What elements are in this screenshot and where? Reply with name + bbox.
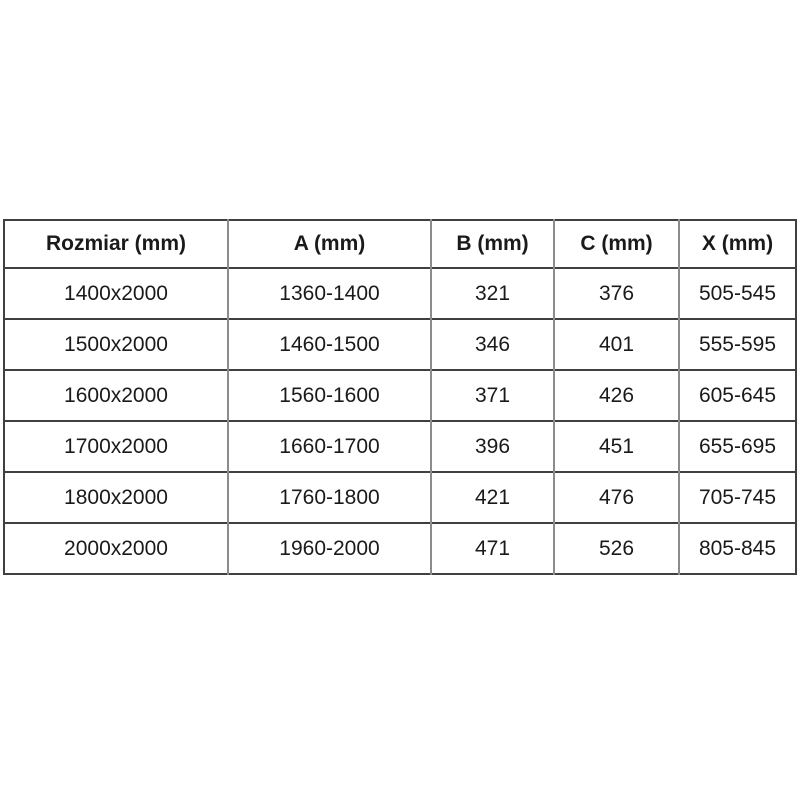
table-cell: 505-545 — [679, 268, 796, 319]
table-cell: 1360-1400 — [228, 268, 431, 319]
table-row — [4, 472, 796, 523]
table-cell: 421 — [431, 472, 554, 523]
table-cell: 376 — [554, 268, 679, 319]
table-cell: 655-695 — [679, 421, 796, 472]
table-cell: 805-845 — [679, 523, 796, 574]
column-header-x: X (mm) — [679, 220, 796, 268]
table-cell: 1700x2000 — [64, 434, 168, 458]
table-cell: 555-595 — [679, 319, 796, 370]
table-cell: 471 — [431, 523, 554, 574]
table-cell: 476 — [554, 472, 679, 523]
table-cell: 1500x2000 — [64, 332, 168, 356]
table-cell: 1400x2000 — [64, 281, 168, 305]
column-header-rozmiar: Rozmiar (mm) — [45, 232, 187, 255]
table-cell: 451 — [554, 421, 679, 472]
table-cell: 321 — [431, 268, 554, 319]
table-row — [4, 370, 796, 421]
table-cell: 526 — [554, 523, 679, 574]
table-cell: 705-745 — [679, 472, 796, 523]
table-cell: 1460-1500 — [228, 319, 431, 370]
table-cell: 2000x2000 — [64, 536, 168, 560]
table-cell: 1800x2000 — [64, 485, 168, 509]
table-cell: 396 — [431, 421, 554, 472]
table-cell: 371 — [431, 370, 554, 421]
table-row — [4, 421, 796, 472]
table-header-row — [4, 220, 796, 268]
table-cell: 1560-1600 — [228, 370, 431, 421]
table-row — [4, 523, 796, 574]
table-cell: 1660-1700 — [228, 421, 431, 472]
table-cell: 605-645 — [679, 370, 796, 421]
table-cell: 1760-1800 — [228, 472, 431, 523]
column-header-c: C (mm) — [554, 220, 679, 268]
table-cell: 346 — [431, 319, 554, 370]
size-table — [3, 219, 797, 575]
column-header-a: A (mm) — [228, 220, 431, 268]
table-cell: 426 — [554, 370, 679, 421]
table-row — [4, 319, 796, 370]
table-cell: 401 — [554, 319, 679, 370]
size-table-container — [3, 219, 795, 575]
table-cell: 1600x2000 — [64, 383, 168, 407]
column-header-b: B (mm) — [431, 220, 554, 268]
table-cell: 1960-2000 — [228, 523, 431, 574]
table-row — [4, 268, 796, 319]
